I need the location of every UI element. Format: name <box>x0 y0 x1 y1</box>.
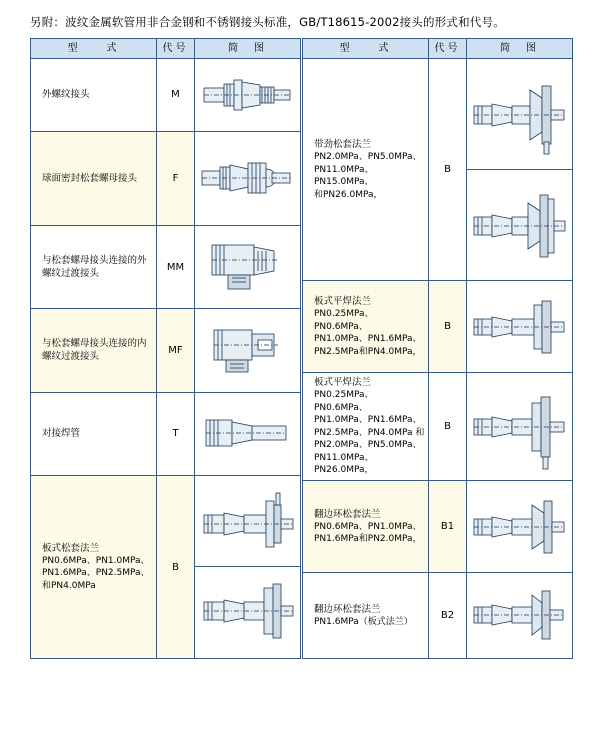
plate-lap-joint-flange-icon <box>195 482 300 567</box>
type-title: 翻边环松套法兰 <box>314 508 381 520</box>
code-cell: B <box>429 281 467 373</box>
header-code: 代号 <box>157 39 195 59</box>
table-row <box>31 59 301 132</box>
table-row <box>303 281 573 373</box>
table-row <box>31 309 301 392</box>
code-cell: M <box>157 59 195 132</box>
flared-ring-lap-joint-flange-2-icon <box>467 577 572 655</box>
table-row <box>31 476 301 659</box>
code-cell: F <box>157 131 195 225</box>
type-sub-3: PN2.5MPa、PN4.0MPa 和 <box>314 427 425 438</box>
figure-cell-ribbed-lap-joint-flange <box>467 59 573 281</box>
type-cell <box>31 225 157 308</box>
type-title: 翻边环松套法兰 <box>314 603 381 615</box>
code-cell: B <box>429 373 467 481</box>
type-cell <box>303 481 429 573</box>
flared-ring-lap-joint-flange-icon <box>467 485 572 569</box>
figure-cell-plate-flat-weld-flange <box>467 281 573 373</box>
figure-cell-male-thread-transition-fitting <box>195 225 301 308</box>
code-cell: MF <box>157 309 195 392</box>
page-caption: 另附：波纹金属软管用非合金钢和不锈钢接头标准，GB/T18615-2002接头的形式和代号。 <box>30 15 505 29</box>
butt-weld-pipe-icon <box>195 404 300 464</box>
ribbed-lap-joint-flange-icon <box>467 59 572 170</box>
type-sub-2: PN1.6MPa、PN2.5MPa、 <box>42 568 150 579</box>
code-cell: B1 <box>429 481 467 573</box>
type-cell <box>303 573 429 659</box>
plate-flat-weld-flange-2-icon <box>467 377 572 477</box>
type-title: 板式平焊法兰 <box>314 296 372 307</box>
type-title: 与松套螺母接头连接的内螺纹过渡接头 <box>42 338 147 363</box>
type-sub-3: 和PN26.0MPa， <box>314 189 383 200</box>
table-row <box>303 59 573 281</box>
table-row <box>31 225 301 308</box>
figure-cell-female-thread-transition-fitting <box>195 309 301 392</box>
table-row <box>303 573 573 659</box>
type-sub-1: PN0.25MPa、PN0.6MPa、 <box>314 390 374 413</box>
type-sub-1: PN0.6MPa、PN1.0MPa、 <box>314 521 422 532</box>
header-figure: 简 图 <box>195 39 301 59</box>
male-thread-transition-fitting-icon <box>195 235 300 299</box>
table-header-row <box>303 39 573 59</box>
type-sub-2: PN1.6MPa和PN2.0MPa， <box>314 534 422 544</box>
type-cell <box>31 392 157 475</box>
figure-cell-butt-weld-pipe <box>195 392 301 475</box>
code-cell: B2 <box>429 573 467 659</box>
type-sub-1: PN1.6MPa（板式法兰） <box>314 616 413 627</box>
plate-flat-weld-flange-icon <box>467 285 572 369</box>
type-cell <box>31 309 157 392</box>
figure-cell-spherical-seal-union-nut-fitting <box>195 131 301 225</box>
spherical-seal-union-nut-fitting-icon <box>195 143 300 213</box>
table-row <box>31 131 301 225</box>
left-fitting-table <box>30 38 301 659</box>
type-title: 外螺纹接头 <box>42 89 90 101</box>
code-cell: MM <box>157 225 195 308</box>
type-cell <box>303 281 429 373</box>
type-title: 带劲松套法兰 <box>314 139 372 150</box>
figure-cell-plate-flat-weld-flange-2 <box>467 373 573 481</box>
header-type: 型 式 <box>31 39 157 59</box>
header-figure: 简 图 <box>467 39 573 59</box>
type-sub-3: 和PN4.0MPa <box>42 580 96 591</box>
threaded-male-fitting-icon <box>195 66 300 124</box>
type-cell <box>31 59 157 132</box>
female-thread-transition-fitting-icon <box>195 318 300 382</box>
code-cell: T <box>157 392 195 475</box>
type-sub-2: PN11.0MPa、PN15.0MPa、 <box>314 164 374 187</box>
type-title: 与松套螺母接头连接的外螺纹过渡接头 <box>42 255 147 280</box>
type-sub-2: PN1.0MPa、PN1.6MPa、 <box>314 415 422 426</box>
type-sub-1: PN0.25MPa、PN0.6MPa、 <box>314 309 374 332</box>
type-sub-1: PN2.0MPa、PN5.0MPa、 <box>314 152 422 162</box>
type-sub-3: PN2.5MPa和PN4.0MPa， <box>314 346 422 357</box>
table-header-row <box>31 39 301 59</box>
table-row <box>303 481 573 573</box>
tables-container <box>30 38 573 659</box>
type-cell <box>303 59 429 281</box>
type-title: 对接焊管 <box>42 428 81 440</box>
type-sub-2: PN1.0MPa、PN1.6MPa、 <box>314 334 422 344</box>
table-row <box>31 392 301 475</box>
code-cell: B <box>429 59 467 281</box>
plate-lap-joint-flange-2-icon <box>195 567 300 652</box>
type-title: 球面密封松套螺母接头 <box>42 172 138 184</box>
header-code: 代号 <box>429 39 467 59</box>
ribbed-lap-joint-flange-2-icon <box>467 170 572 280</box>
figure-cell-threaded-male-fitting <box>195 59 301 132</box>
type-cell <box>31 131 157 225</box>
right-fitting-table <box>302 38 573 659</box>
figure-cell-plate-lap-joint-flange <box>195 476 301 659</box>
type-cell <box>303 373 429 481</box>
type-title: 板式松套法兰 <box>42 542 100 554</box>
code-cell: B <box>157 476 195 659</box>
type-sub-4: PN2.0MPa、PN5.0MPa、 <box>314 440 422 451</box>
figure-cell-flared-ring-lap-joint-flange-2 <box>467 573 573 659</box>
type-title: 板式平焊法兰 <box>314 377 372 389</box>
header-type: 型 式 <box>303 39 429 59</box>
figure-cell-flared-ring-lap-joint-flange <box>467 481 573 573</box>
type-sub-5: PN11.0MPa、PN26.0MPa， <box>314 452 374 476</box>
type-sub-1: PN0.6MPa、PN1.0MPa、 <box>42 555 150 566</box>
table-row <box>303 373 573 481</box>
type-cell <box>31 476 157 659</box>
